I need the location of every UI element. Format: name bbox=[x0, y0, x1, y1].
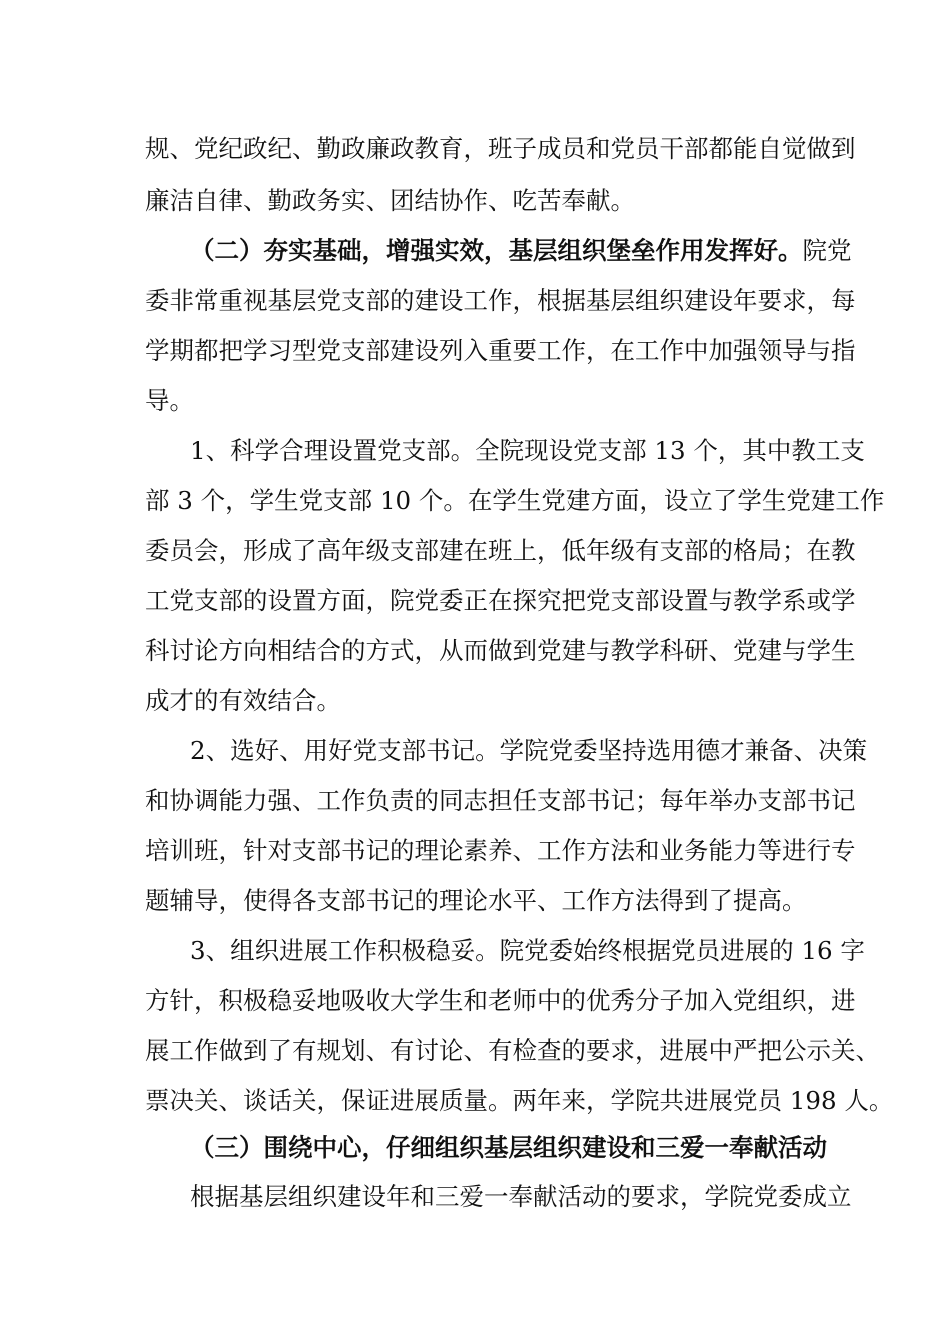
text-line: 成才的有效结合。 bbox=[145, 686, 341, 715]
text-line: 根据基层组织建设年和三爱一奉献活动的要求，学院党委成立 bbox=[190, 1182, 852, 1211]
text-line: 培训班，针对支部书记的理论素养、工作方法和业务能力等进行专 bbox=[145, 836, 856, 865]
section-heading-line bbox=[190, 236, 852, 266]
text-line: 题辅导，使得各支部书记的理论水平、工作方法得到了提高。 bbox=[145, 886, 807, 915]
text-line: 和协调能力强、工作负责的同志担任支部书记；每年举办支部书记 bbox=[145, 786, 856, 815]
text-run: 院党 bbox=[802, 236, 852, 265]
text-line: 部 3 个，学生党支部 10 个。在学生党建方面，设立了学生党建工作 bbox=[145, 486, 885, 515]
text-line: 导。 bbox=[145, 386, 194, 415]
text-line: 2、选好、用好党支部书记。学院党委坚持选用德才兼备、决策 bbox=[190, 736, 868, 765]
text-line: 3、组织进展工作积极稳妥。院党委始终根据党员进展的 16 字 bbox=[190, 936, 865, 965]
text-line: 1、科学合理设置党支部。全院现设党支部 13 个，其中教工支 bbox=[190, 436, 865, 465]
section-heading: （三）围绕中心，仔细组织基层组织建设和三爱一奉献活动 bbox=[190, 1133, 827, 1162]
text-line: 规、党纪政纪、勤政廉政教育，班子成员和党员干部都能自觉做到 bbox=[145, 134, 856, 163]
text-line: 方针，积极稳妥地吸收大学生和老师中的优秀分子加入党组织，进 bbox=[145, 986, 856, 1015]
text-line: 委非常重视基层党支部的建设工作，根据基层组织建设年要求，每 bbox=[145, 286, 856, 315]
text-line: 展工作做到了有规划、有讨论、有检查的要求，进展中严把公示关、 bbox=[145, 1036, 880, 1065]
section-heading: （二）夯实基础，增强实效，基层组织堡垒作用发挥好。 bbox=[190, 236, 803, 265]
text-line: 票决关、谈话关，保证进展质量。两年来，学院共进展党员 198 人。 bbox=[145, 1086, 894, 1115]
text-line: 科讨论方向相结合的方式，从而做到党建与教学科研、党建与学生 bbox=[145, 636, 856, 665]
text-line: 学期都把学习型党支部建设列入重要工作，在工作中加强领导与指 bbox=[145, 336, 856, 365]
text-line: 廉洁自律、勤政务实、团结协作、吃苦奉献。 bbox=[145, 186, 635, 215]
text-line: 委员会，形成了高年级支部建在班上，低年级有支部的格局；在教 bbox=[145, 536, 856, 565]
text-line: 工党支部的设置方面，院党委正在探究把党支部设置与教学系或学 bbox=[145, 586, 856, 615]
